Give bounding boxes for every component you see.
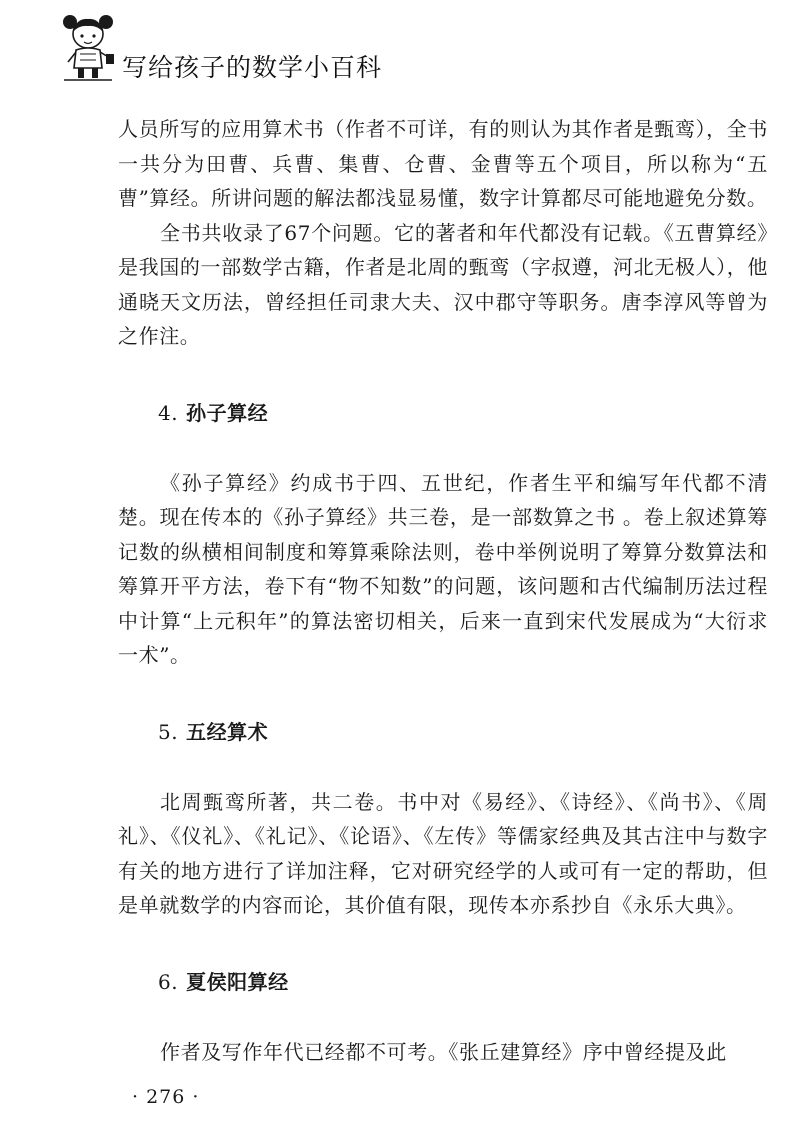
paragraph-wujing: 北周甄鸾所著，共二卷。书中对《易经》、《诗经》、《尚书》、《周礼》、《仪礼》、《礼记》、《论语》、《左传》等儒家经典及其古注中与数字有关的地方进行了详加注释，它对研究经学的人或可有一定的帮助，但是单就数学的内容而论，其价值有限，现传本亦系抄自《永乐大典》。 (118, 789, 768, 917)
section-number: 4. (158, 400, 179, 425)
section-number: 6. (158, 969, 179, 994)
girl-mascot-icon (60, 10, 116, 82)
running-header (60, 10, 440, 82)
paragraph-wucao-detail: 全书共收录了67个问题。它的著者和年代都没有记载。《五曹算经》是我国的一部数学古籍，作者是北周的甄鸾（字叔遵，河北无极人），他通晓天文历法，曾经担任司隶大夫、汉中郡守等职务。唐李淳风等曾为之作注。 (118, 220, 768, 348)
paragraph-sunzi: 《孙子算经》约成书于四、五世纪，作者生平和编写年代都不清楚。现在传本的《孙子算经》共三卷，是一部数算之书 。卷上叙述算筹记数的纵横相间制度和筹算乘除法则，卷中举例说明了筹算分数算法和筹算开平方法，卷下有“物不知数”的问题，该问题和古代编制历法过程中计算“上元积年”的算法密切相关，后来一直到宋代发展成为“大衍求一术”。 (118, 470, 768, 667)
section-number: 5. (158, 719, 179, 744)
section-title: 五经算术 (186, 719, 269, 744)
paragraph-xiahouyang: 作者及写作年代已经都不可考。《张丘建算经》序中曾经提及此 (160, 1039, 727, 1064)
book-title: 写给孩子的数学小百科 (122, 53, 383, 82)
section-heading-wujing (118, 715, 768, 749)
page-number: · 276 · (132, 1086, 200, 1108)
section-heading-xiahouyang (118, 965, 768, 999)
section-heading-sunzi (118, 396, 768, 430)
section-title: 孙子算经 (186, 400, 269, 425)
paragraph-wucao-intro: 人员所写的应用算术书（作者不可详，有的则认为其作者是甄鸾），全书一共分为田曹、兵曹、集曹、仓曹、金曹等五个项目，所以称为“五曹”算经。所讲问题的解法都浅显易懂，数字计算都尽可能地避免分数。 (118, 117, 768, 210)
section-title: 夏侯阳算经 (186, 969, 289, 994)
page-content (118, 112, 768, 1069)
